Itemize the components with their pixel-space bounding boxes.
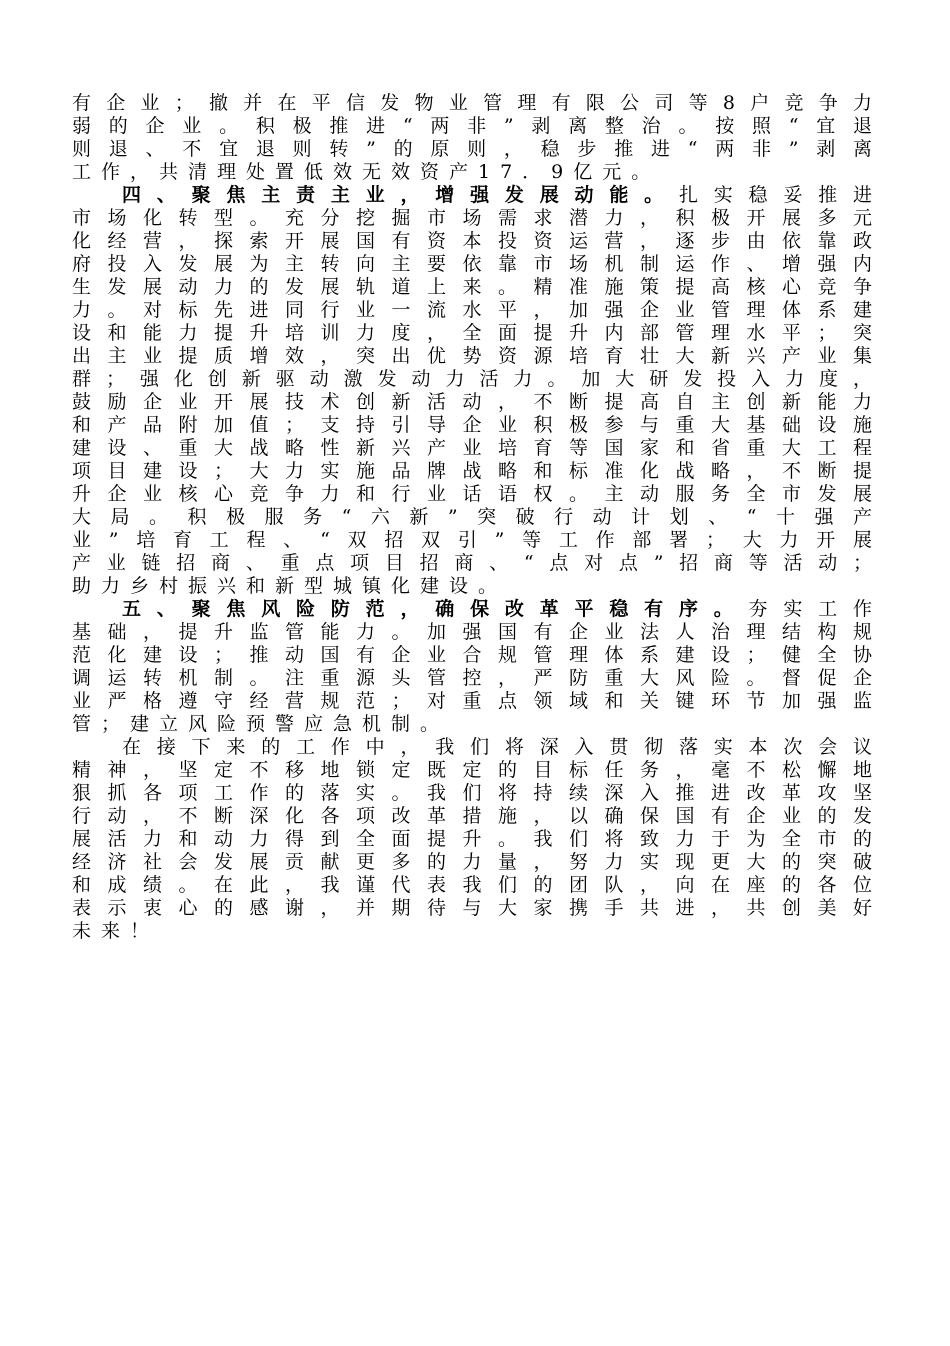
text-line: 狠抓各项工作的落实。我们将持续深入推进改革攻坚 (72, 782, 872, 804)
text-line: 调运转机制。注重源头管控，严防重大风险。督促企 (72, 667, 872, 689)
text-line: 表示衷心的感谢，并期待与大家携手共进，共创美好 (72, 897, 872, 919)
text-line: 管；建立风险预警应急机制。 (72, 713, 450, 735)
text-line: 府投入发展为主转向主要依靠市场机制运作、增强内 (72, 253, 872, 275)
text-line: 基础，提升监管能力。加强国有企业法人治理结构规 (72, 621, 872, 643)
text-line: 项目建设；大力实施品牌战略和标准化战略，不断提 (72, 460, 872, 482)
text-line: 建设、重大战略性新兴产业培育等国家和省重大工程 (72, 437, 872, 459)
text-line: 行动，不断深化各项改革措施，以确保国有企业的发 (72, 805, 872, 827)
text-line: 未来！ (72, 920, 160, 942)
document-page (72, 92, 872, 943)
text-line: 产业链招商、重点项目招商、“点对点”招商等活动； (72, 552, 872, 574)
text-line: 市场化转型。充分挖掘市场需求潜力，积极开展多元 (72, 207, 872, 229)
text-run: 夯实工作 (748, 598, 872, 620)
text-line: 有企业；撤并在平信发物业管理有限公司等8户竞争力 (72, 92, 872, 114)
paragraph-4 (72, 736, 872, 943)
text-line: 和成绩。在此，我谨代表我们的团队，向在座的各位 (72, 874, 872, 896)
text-line: 则退、不宜退则转”的原则，稳步推进“两非”剥离 (72, 138, 872, 160)
text-line: 业”培育工程、“双招双引”等工作部署；大力开展 (72, 529, 872, 551)
text-line: 化经营，探索开展国有资本投资运营，逐步由依靠政 (72, 230, 872, 252)
text-line: 出主业提质增效，突出优势资源培育壮大新兴产业集 (72, 345, 872, 367)
text-line: 展活力和动力得到全面提升。我们将致力于为全市的 (72, 828, 872, 850)
paragraph-1 (72, 92, 872, 184)
text-line: 和产品附加值；支持引导企业积极参与重大基础设施 (72, 414, 872, 436)
paragraph-2 (72, 184, 872, 598)
section-heading: 四、聚焦主责主业，增强发展动能。 (122, 184, 679, 206)
paragraph-first-line (72, 184, 872, 207)
text-line: 大局。积极服务“六新”突破行动计划、“十强产 (72, 506, 872, 528)
text-line: 助力乡村振兴和新型城镇化建设。 (72, 575, 508, 597)
text-line: 鼓励企业开展技术创新活动，不断提高自主创新能力 (72, 391, 872, 413)
text-line: 业严格遵守经营规范；对重点领域和关键环节加强监 (72, 690, 872, 712)
text-line: 弱的企业。积极推进“两非”剥离整治。按照“宜退 (72, 115, 872, 137)
paragraph-first-line: 在接下来的工作中，我们将深入贯彻落实本次会议 (122, 736, 872, 758)
text-line: 群；强化创新驱动激发动力活力。加大研发投入力度， (72, 368, 872, 390)
text-line: 升企业核心竞争力和行业话语权。主动服务全市发展 (72, 483, 872, 505)
text-line: 范化建设；推动国有企业合规管理体系建设；健全协 (72, 644, 872, 666)
text-line: 力。对标先进同行业一流水平，加强企业管理体系建 (72, 299, 872, 321)
section-heading: 五、聚焦风险防范，确保改革平稳有序。 (122, 598, 749, 620)
text-line: 经济社会发展贡献更多的力量，努力实现更大的突破 (72, 851, 872, 873)
text-run: 扎实稳妥推进 (678, 184, 872, 206)
text-line: 工作，共清理处置低效无效资产17．9亿元。 (72, 161, 661, 183)
text-line: 设和能力提升培训力度，全面提升内部管理水平；突 (72, 322, 872, 344)
text-line: 精神，坚定不移地锁定既定的目标任务，毫不松懈地 (72, 759, 872, 781)
text-line: 生发展动力的发展轨道上来。精准施策提高核心竞争 (72, 276, 872, 298)
paragraph-3 (72, 598, 872, 736)
paragraph-first-line (72, 598, 872, 621)
